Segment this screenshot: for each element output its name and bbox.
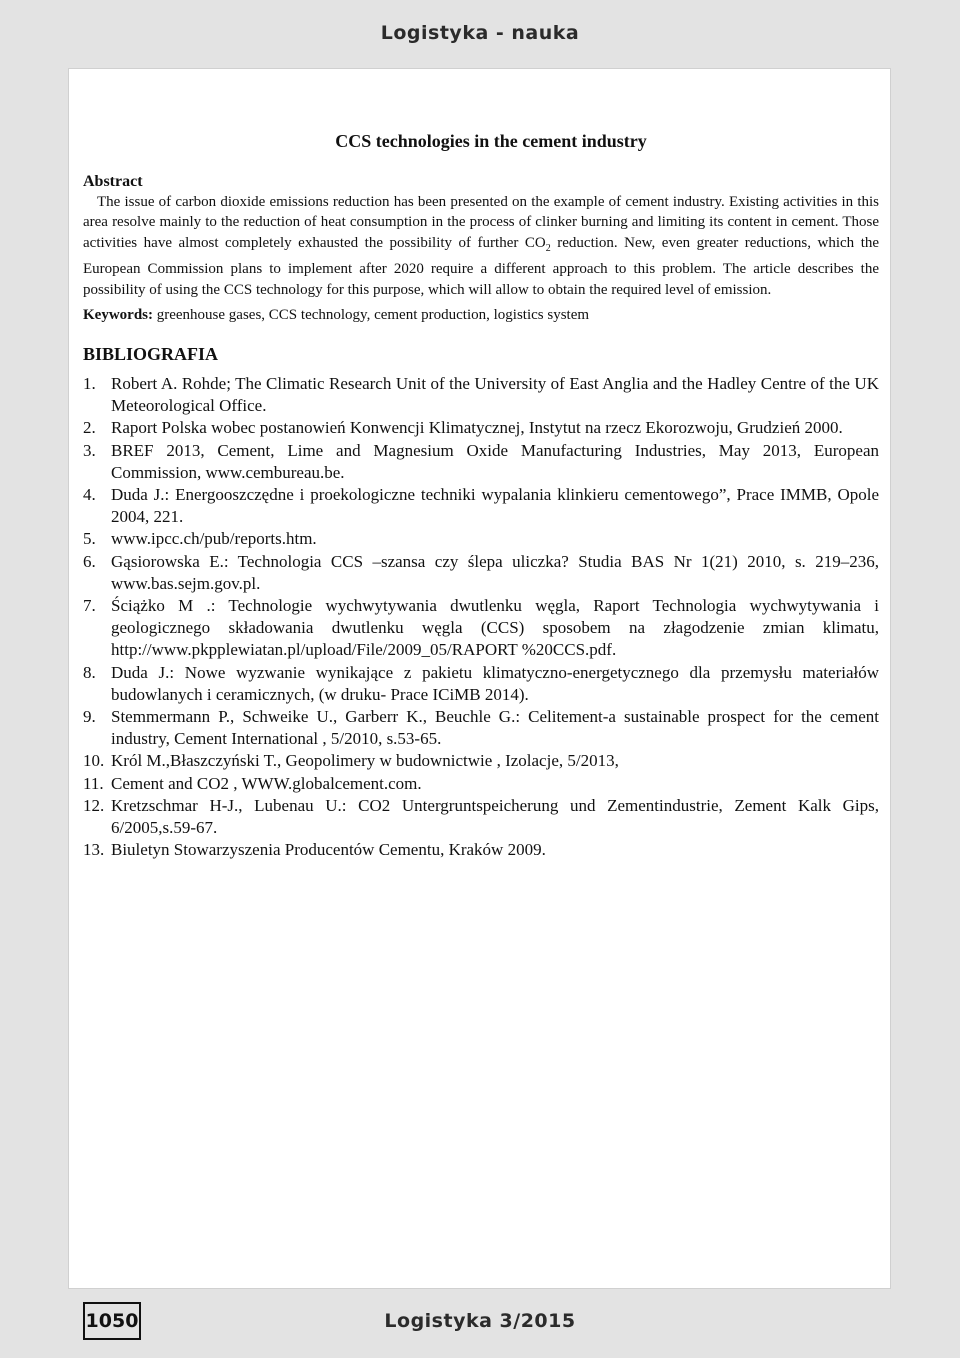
item-text: Ściążko M .: Technologie wychwytywania dwutlenku węgla, Raport Technologia wychwytywania i geologicznego składowania dwutlenku węgla (CCS) sposobem na złagodzenie zmian klimatu, http://www.pkpplewiatan.pl/upload/File/2009_05/RAPORT %20CCS.pdf. [111, 596, 879, 660]
abstract-part-1: The issue of carbon dioxide emissions reduction has been presented on the example of cement industry. Existing activities in this area resolve mainly to the reduction of heat consumption in the process of clinker burning and limiting its content in cement. Those activities have almost completely exhausted the possibility of further CO [83, 194, 879, 251]
journal-footer: Logistyka 3/2015 [384, 1310, 576, 1332]
bibliography-item [83, 528, 879, 550]
page-content [68, 68, 891, 1289]
running-header: Logistyka - nauka [380, 22, 580, 44]
bibliography-item [83, 551, 879, 595]
keywords-label: Keywords: [83, 307, 153, 324]
abstract-subscript: 2 [545, 242, 551, 254]
article-title: CCS technologies in the cement industry [335, 131, 647, 151]
item-number: 4. [83, 485, 96, 505]
bibliography-item [83, 373, 879, 417]
item-text: Duda J.: Energooszczędne i proekologiczne techniki wypalania klinkieru cementowego”, Prace IMMB, Opole 2004, 221. [111, 485, 879, 527]
item-number: 7. [83, 596, 96, 616]
item-number: 1. [83, 374, 96, 394]
item-number: 3. [83, 440, 96, 460]
item-text: www.ipcc.ch/pub/reports.htm. [111, 529, 317, 549]
abstract-part-2: reduction. New, even greater reductions, which the European Commission plans to implement after 2020 require a different approach to this problem. The article describes the possibility of using the CCS technology for this purpose, which will allow to obtain the required level of emission. [83, 234, 880, 298]
item-text: Cement and CO2 , WWW.globalcement.com. [111, 773, 422, 793]
item-number: 2. [83, 418, 96, 438]
item-text: Gąsiorowska E.: Technologia CCS –szansa czy ślepa uliczka? Studia BAS Nr 1(21) 2010, s. 219–236, www.bas.sejm.gov.pl. [111, 551, 879, 593]
bibliography-item [83, 662, 879, 706]
item-text: Duda J.: Nowe wyzwanie wynikające z pakietu klimatyczno-energetycznego dla przemysłu materiałów budowlanych i ceramicznych, (w druku- Prace ICiMB 2014). [111, 662, 879, 704]
bibliography-item [83, 839, 879, 861]
item-number: 11. [83, 773, 104, 793]
item-number: 13. [83, 840, 105, 860]
bibliography-item [83, 484, 879, 528]
bibliography-item [83, 750, 879, 772]
item-number: 5. [83, 529, 96, 549]
item-text: Biuletyn Stowarzyszenia Producentów Cementu, Kraków 2009. [111, 840, 546, 860]
item-text: Król M.,Błaszczyński T., Geopolimery w budownictwie , Izolacje, 5/2013, [111, 751, 619, 771]
item-number: 6. [83, 551, 96, 571]
page-number: 1050 [83, 1302, 141, 1340]
abstract-text [83, 192, 879, 300]
bibliography-item [83, 440, 879, 484]
keywords-text: greenhouse gases, CCS technology, cement production, logistics system [153, 307, 590, 324]
bibliography-item [83, 773, 879, 795]
item-text: Stemmermann P., Schweike U., Garberr K., Beuchle G.: Celitement-a sustainable prospect for the cement industry, Cement International , 5/2010, s.53-65. [111, 707, 879, 749]
item-text: Kretzschmar H-J., Lubenau U.: CO2 Untergruntspeicherung und Zementindustrie, Zement Kalk Gips, 6/2005,s.59-67. [111, 795, 879, 838]
item-number: 9. [83, 707, 96, 727]
bibliography-heading: BIBLIOGRAFIA [83, 344, 219, 365]
item-number: 8. [83, 662, 96, 682]
bibliography-item [83, 595, 879, 662]
item-text: Raport Polska wobec postanowień Konwencji Klimatycznej, Instytut na rzecz Ekorozwoju, Grudzień 2000. [111, 418, 843, 438]
item-number: 12. [83, 795, 105, 815]
item-text: BREF 2013, Cement, Lime and Magnesium Oxide Manufacturing Industries, May 2013, European Commission, www.cembureau.be. [111, 440, 879, 482]
item-text: Robert A. Rohde; The Climatic Research Unit of the University of East Anglia and the Hadley Centre of the UK Meteorological Office. [111, 374, 879, 416]
item-number: 10. [83, 751, 105, 771]
bibliography-list [83, 373, 879, 861]
keywords-line [83, 305, 879, 325]
abstract-heading: Abstract [83, 173, 143, 190]
article-body [83, 131, 879, 862]
bibliography-item [83, 795, 879, 839]
bibliography-item [83, 706, 879, 750]
bibliography-item [83, 417, 879, 439]
